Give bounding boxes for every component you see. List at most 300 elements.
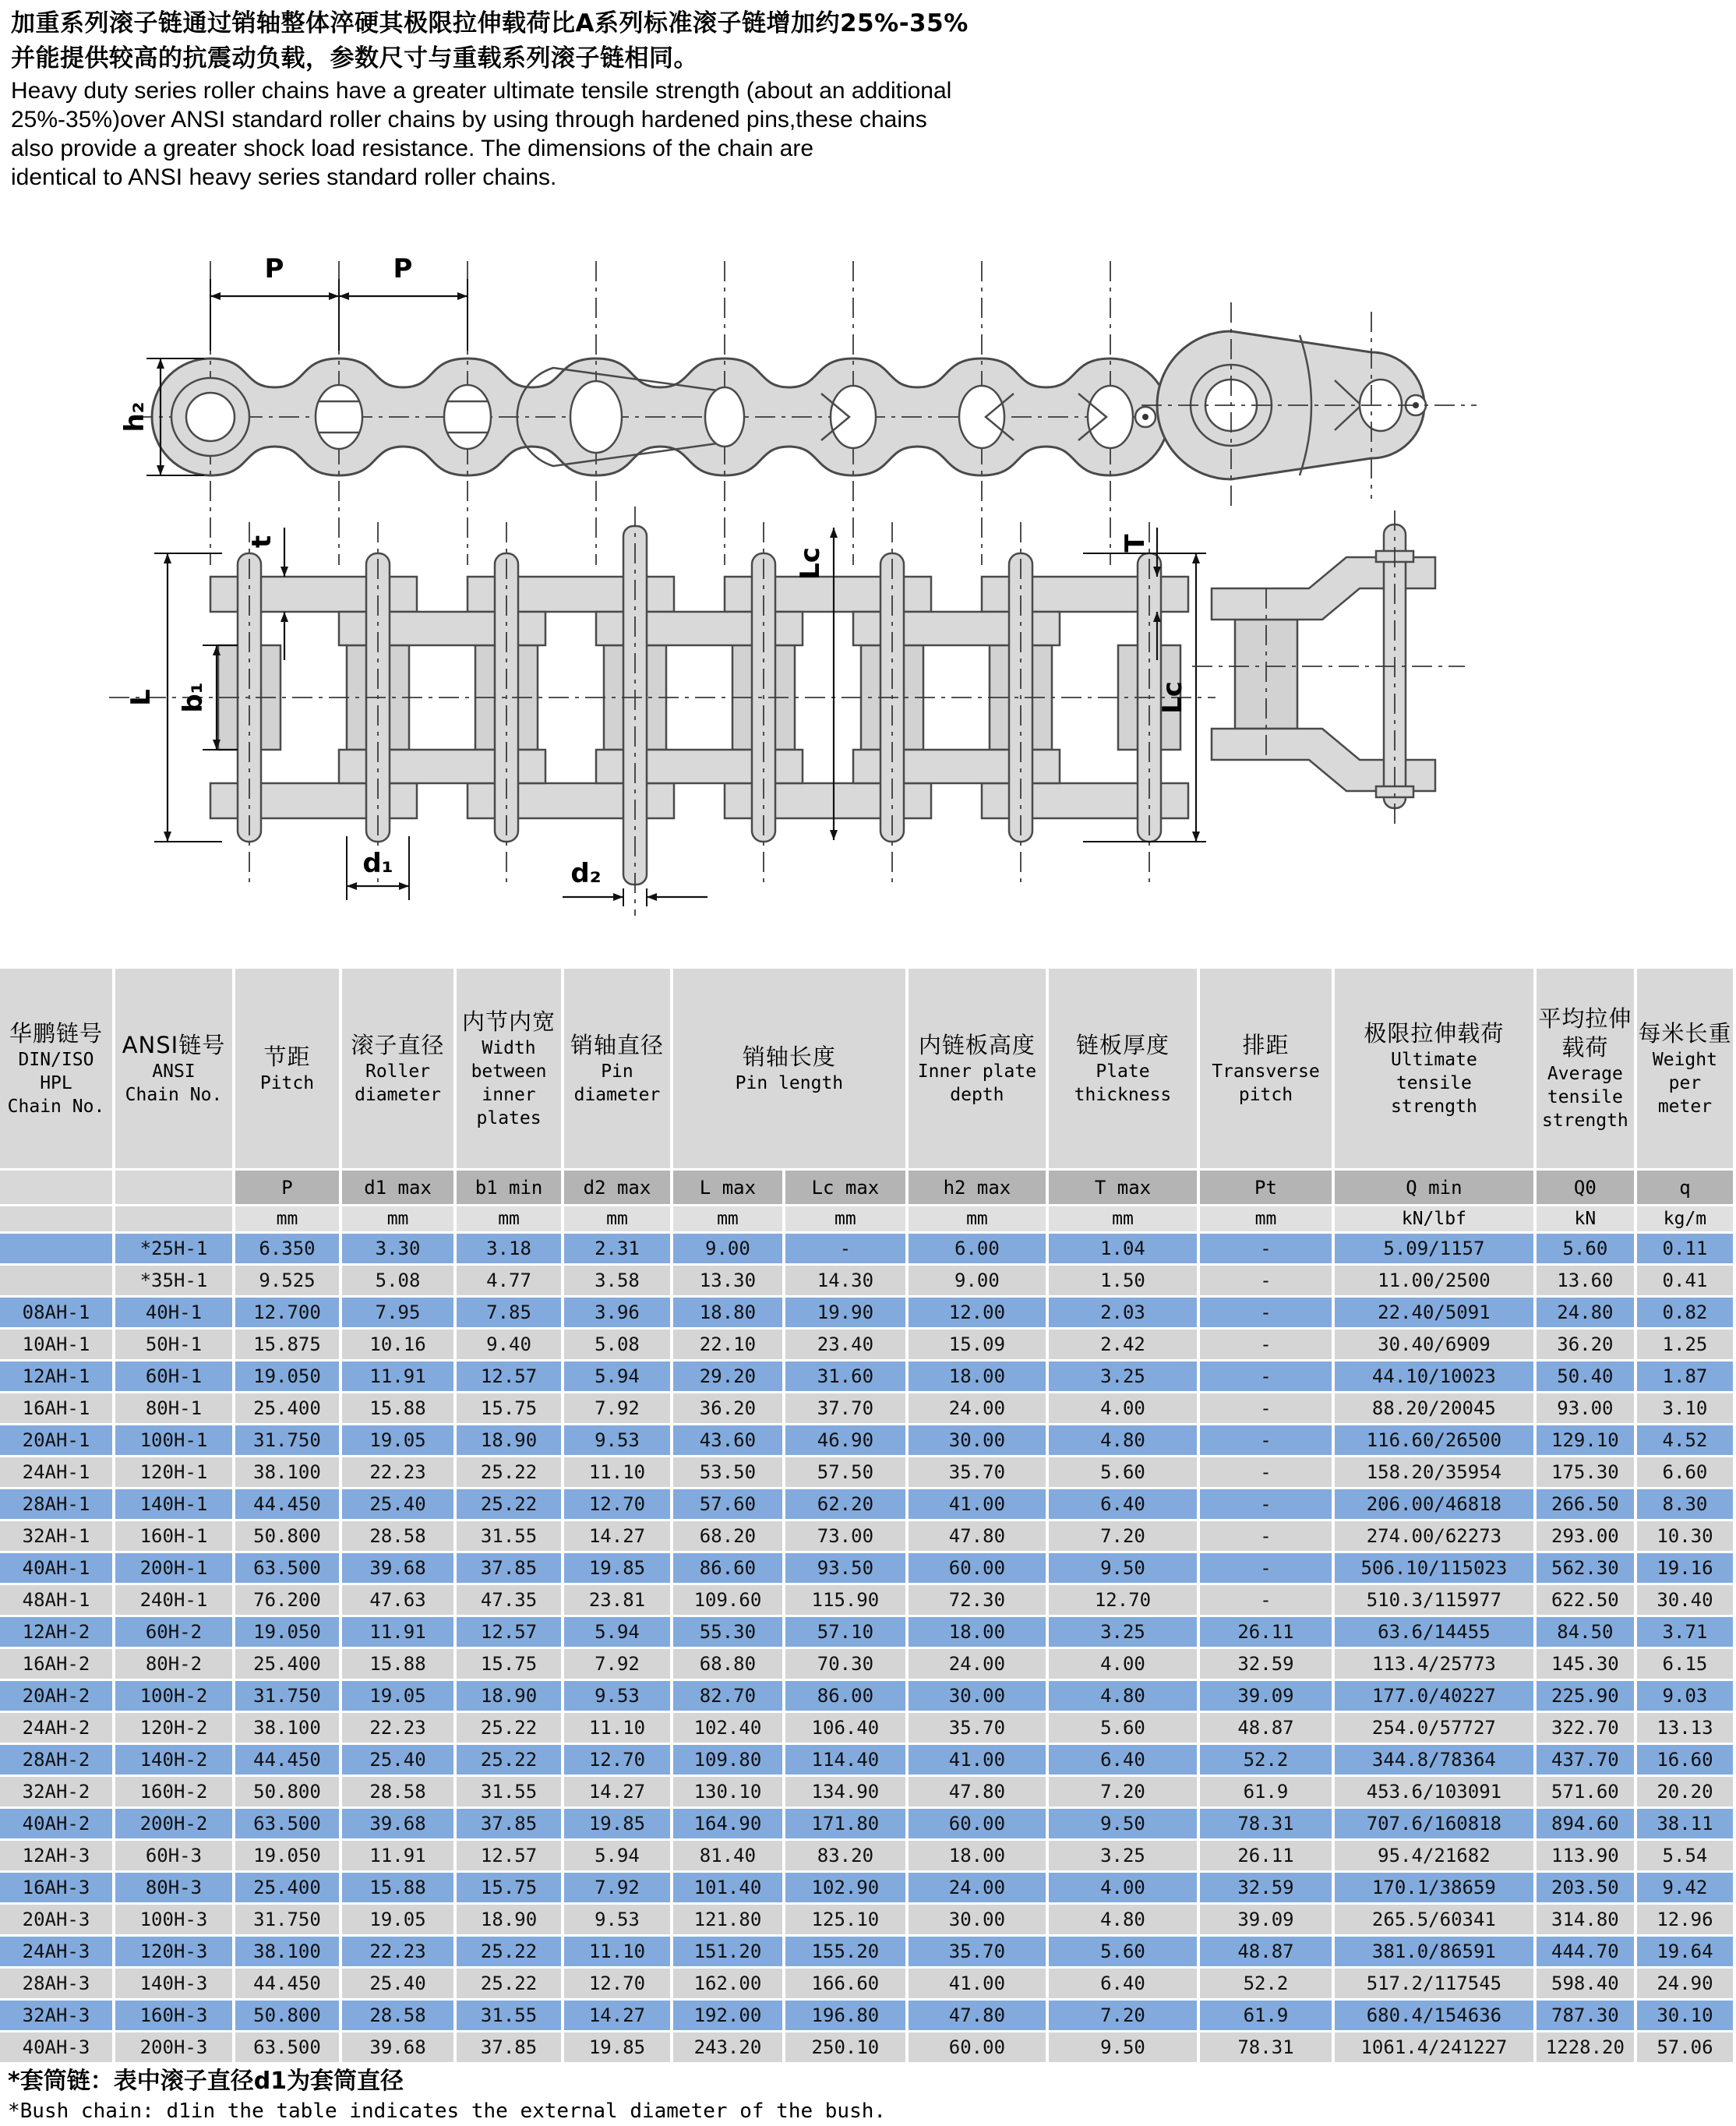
table-cell: 11.91 <box>342 1617 457 1649</box>
table-cell: 2.42 <box>1049 1330 1200 1361</box>
table-cell: 70.30 <box>785 1649 909 1681</box>
table-cell: 57.60 <box>673 1489 785 1521</box>
table-cell: 15.75 <box>457 1393 564 1425</box>
table-cell: 6.40 <box>1049 1745 1200 1777</box>
table-cell: 14.27 <box>564 1777 673 1809</box>
table-cell: 20AH-3 <box>0 1905 115 1937</box>
table-cell: 3.10 <box>1637 1393 1736 1425</box>
table-cell: - <box>1200 1361 1335 1393</box>
header-line: Transverse <box>1212 1061 1320 1082</box>
unit-cell: kg/m <box>1637 1206 1736 1234</box>
table-cell: 6.60 <box>1637 1457 1736 1489</box>
table-cell: 63.500 <box>235 2032 342 2064</box>
table-cell: - <box>1200 1298 1335 1330</box>
dim-label-lc-top: Lc <box>795 547 826 580</box>
table-cell: 3.18 <box>457 1234 564 1266</box>
table-cell: 57.50 <box>785 1457 909 1489</box>
table-cell: *25H-1 <box>115 1234 235 1266</box>
table-cell: - <box>1200 1489 1335 1521</box>
column-header <box>342 969 457 1171</box>
table-cell: 31.750 <box>235 1681 342 1713</box>
table-cell <box>0 1266 115 1298</box>
header-line: Width <box>482 1037 536 1058</box>
table-cell: 88.20/20045 <box>1335 1393 1537 1425</box>
table-cell: 19.16 <box>1637 1553 1736 1585</box>
table-cell: 314.80 <box>1537 1905 1637 1937</box>
table-cell: 120H-1 <box>115 1457 235 1489</box>
table-cell: 50.800 <box>235 1777 342 1809</box>
table-cell: 50.800 <box>235 1521 342 1553</box>
table-cell: 24AH-1 <box>0 1457 115 1489</box>
table-row <box>0 1681 1736 1713</box>
table-cell: 24AH-2 <box>0 1713 115 1745</box>
table-cell: 93.50 <box>785 1553 909 1585</box>
table-cell: 60.00 <box>909 1553 1049 1585</box>
table-cell: 60H-1 <box>115 1361 235 1393</box>
table-cell: 19.85 <box>564 1809 673 1841</box>
table-cell: 81.40 <box>673 1841 785 1873</box>
table-cell: 680.4/154636 <box>1335 2001 1537 2032</box>
header-line: 内链板高度 <box>918 1031 1036 1058</box>
table-cell: 25.22 <box>457 1745 564 1777</box>
table-cell: 23.40 <box>785 1330 909 1361</box>
header-line: inner <box>482 1084 536 1105</box>
table-cell: 12.00 <box>909 1298 1049 1330</box>
table-cell: 10.16 <box>342 1330 457 1361</box>
header-line: tensile <box>1547 1087 1623 1107</box>
table-cell: 5.54 <box>1637 1841 1736 1873</box>
column-header <box>909 969 1049 1171</box>
header-line: 链板厚度 <box>1075 1031 1170 1058</box>
technical-drawings <box>0 152 1736 969</box>
table-cell: 13.30 <box>673 1266 785 1298</box>
dim-label-b1: b₁ <box>178 682 209 713</box>
table-cell: 200H-2 <box>115 1809 235 1841</box>
dim-label-d1: d₁ <box>362 848 393 879</box>
table-cell: 9.53 <box>564 1681 673 1713</box>
table-cell: 9.53 <box>564 1425 673 1457</box>
table-cell: 5.60 <box>1537 1234 1637 1266</box>
table-cell: 28.58 <box>342 2001 457 2032</box>
table-cell: 28AH-2 <box>0 1745 115 1777</box>
table-cell: 15.75 <box>457 1649 564 1681</box>
table-cell: 7.92 <box>564 1873 673 1905</box>
table-cell: 50H-1 <box>115 1330 235 1361</box>
table-cell: 25.22 <box>457 1937 564 1969</box>
table-cell: 24.00 <box>909 1393 1049 1425</box>
table-cell: 225.90 <box>1537 1681 1637 1713</box>
table-cell: 20.20 <box>1637 1777 1736 1809</box>
table-cell: 83.20 <box>785 1841 909 1873</box>
chain-spec-table <box>0 969 1736 2064</box>
table-cell: 200H-1 <box>115 1553 235 1585</box>
table-cell: 26.11 <box>1200 1617 1335 1649</box>
table-row <box>0 1298 1736 1330</box>
table-cell: 4.80 <box>1049 1425 1200 1457</box>
table-cell <box>0 1234 115 1266</box>
table-cell: 19.90 <box>785 1298 909 1330</box>
table-row <box>0 2032 1736 2064</box>
table-cell: 93.00 <box>1537 1393 1637 1425</box>
table-row <box>0 1361 1736 1393</box>
table-cell: 82.70 <box>673 1681 785 1713</box>
table-cell: 125.10 <box>785 1905 909 1937</box>
table-row <box>0 1937 1736 1969</box>
table-cell: 12.57 <box>457 1841 564 1873</box>
table-row <box>0 1713 1736 1745</box>
table-cell: 12.57 <box>457 1361 564 1393</box>
table-cell: 22.10 <box>673 1330 785 1361</box>
table-row <box>0 2001 1736 2032</box>
table-cell: 206.00/46818 <box>1335 1489 1537 1521</box>
intro-zh-line1: 加重系列滚子链通过销轴整体淬硬其极限拉伸载荷比A系列标准滚子链增加约25%-35% <box>11 9 969 37</box>
table-cell: 2.03 <box>1049 1298 1200 1330</box>
table-cell: 381.0/86591 <box>1335 1937 1537 1969</box>
table-cell: 31.60 <box>785 1361 909 1393</box>
table-cell: 16AH-2 <box>0 1649 115 1681</box>
table-cell: 86.60 <box>673 1553 785 1585</box>
table-cell: 32AH-2 <box>0 1777 115 1809</box>
table-cell: 48.87 <box>1200 1713 1335 1745</box>
table-cell: 38.100 <box>235 1937 342 1969</box>
table-cell: 43.60 <box>673 1425 785 1457</box>
table-cell: 5.08 <box>342 1266 457 1298</box>
table-cell: 130.10 <box>673 1777 785 1809</box>
table-cell: 5.09/1157 <box>1335 1234 1537 1266</box>
table-cell: 25.22 <box>457 1489 564 1521</box>
table-cell: 8.30 <box>1637 1489 1736 1521</box>
table-header-row <box>0 969 1736 1171</box>
intro-zh-line2: 并能提供较高的抗震动负载，参数尺寸与重载系列滚子链相同。 <box>11 44 698 72</box>
table-cell: 0.11 <box>1637 1234 1736 1266</box>
table-cell: 25.22 <box>457 1713 564 1745</box>
table-cell: 28.58 <box>342 1777 457 1809</box>
table-cell: 24.00 <box>909 1649 1049 1681</box>
chain-plan-view-diagram <box>109 495 1216 931</box>
table-cell: 102.90 <box>785 1873 909 1905</box>
table-cell: 30.00 <box>909 1905 1049 1937</box>
table-cell: 5.08 <box>564 1330 673 1361</box>
table-cell: 113.90 <box>1537 1841 1637 1873</box>
table-cell: 32.59 <box>1200 1873 1335 1905</box>
table-cell: 4.52 <box>1637 1425 1736 1457</box>
table-cell: 100H-1 <box>115 1425 235 1457</box>
table-cell: 134.90 <box>785 1777 909 1809</box>
column-header <box>1537 969 1637 1171</box>
table-cell: 562.30 <box>1537 1553 1637 1585</box>
table-row <box>0 1330 1736 1361</box>
table-cell: 25.40 <box>342 1745 457 1777</box>
table-cell: 12.70 <box>564 1489 673 1521</box>
header-line: 滚子直径 <box>351 1031 445 1058</box>
table-cell: 293.00 <box>1537 1521 1637 1553</box>
table-cell: 31.55 <box>457 2001 564 2032</box>
symbol-cell <box>115 1171 235 1206</box>
table-cell: 5.60 <box>1049 1457 1200 1489</box>
table-cell: 84.50 <box>1537 1617 1637 1649</box>
table-cell: 175.30 <box>1537 1457 1637 1489</box>
dim-label-T: T <box>1120 534 1151 553</box>
table-cell: 22.23 <box>342 1713 457 1745</box>
table-cell: 18.90 <box>457 1905 564 1937</box>
table-cell: 192.00 <box>673 2001 785 2032</box>
table-cell: 510.3/115977 <box>1335 1585 1537 1617</box>
table-cell: 437.70 <box>1537 1745 1637 1777</box>
table-cell: 63.500 <box>235 1553 342 1585</box>
symbol-cell: q <box>1637 1171 1736 1206</box>
table-cell: 39.68 <box>342 1809 457 1841</box>
table-cell: 113.4/25773 <box>1335 1649 1537 1681</box>
table-cell: 50.800 <box>235 2001 342 2032</box>
table-cell: 16AH-3 <box>0 1873 115 1905</box>
table-cell: 13.60 <box>1537 1266 1637 1298</box>
header-line: depth <box>950 1084 1004 1105</box>
symbol-cell: Q0 <box>1537 1171 1637 1206</box>
table-cell: 18.00 <box>909 1841 1049 1873</box>
table-cell: 44.450 <box>235 1489 342 1521</box>
table-cell: 47.63 <box>342 1585 457 1617</box>
table-cell: 10.30 <box>1637 1521 1736 1553</box>
table-row <box>0 1585 1736 1617</box>
table-cell: 19.85 <box>564 2032 673 2064</box>
table-cell: 787.30 <box>1537 2001 1637 2032</box>
table-cell: 30.40 <box>1637 1585 1736 1617</box>
footnote-zh: *套筒链：表中滚子直径d1为套筒直径 <box>8 2068 404 2095</box>
footnote-en: *Bush chain: d1in the table indicates the external diameter of the bush. <box>8 2100 887 2123</box>
table-cell: 14.27 <box>564 2001 673 2032</box>
table-cell: 37.85 <box>457 1809 564 1841</box>
table-cell: 140H-1 <box>115 1489 235 1521</box>
symbol-cell: h2 max <box>909 1171 1049 1206</box>
table-cell: 9.525 <box>235 1266 342 1298</box>
table-row <box>0 1393 1736 1425</box>
table-cell: 39.68 <box>342 1553 457 1585</box>
table-cell: 151.20 <box>673 1937 785 1969</box>
column-header <box>1200 969 1335 1171</box>
table-cell: 1.87 <box>1637 1361 1736 1393</box>
table-cell: 08AH-1 <box>0 1298 115 1330</box>
table-cell: 25.400 <box>235 1649 342 1681</box>
header-line: 每米长重 <box>1638 1019 1732 1047</box>
table-cell: 28AH-1 <box>0 1489 115 1521</box>
table-cell: 11.00/2500 <box>1335 1266 1537 1298</box>
header-line: Chain No. <box>7 1096 105 1117</box>
table-cell: 9.00 <box>673 1234 785 1266</box>
table-cell: 265.5/60341 <box>1335 1905 1537 1937</box>
table-cell: 15.875 <box>235 1330 342 1361</box>
table-cell: 44.10/10023 <box>1335 1361 1537 1393</box>
header-line: Pitch <box>259 1072 315 1093</box>
table-cell: 35.70 <box>909 1937 1049 1969</box>
table-cell: 2.31 <box>564 1234 673 1266</box>
table-cell: 52.2 <box>1200 1745 1335 1777</box>
table-cell: *35H-1 <box>115 1266 235 1298</box>
table-cell: 166.60 <box>785 1969 909 2001</box>
table-cell: 25.40 <box>342 1489 457 1521</box>
intro-en-line3: also provide a greater shock load resistance. The dimensions of the chain are <box>11 136 814 161</box>
table-cell: 32AH-3 <box>0 2001 115 2032</box>
table-cell: 61.9 <box>1200 1777 1335 1809</box>
table-cell: 37.70 <box>785 1393 909 1425</box>
table-cell: 47.80 <box>909 2001 1049 2032</box>
table-cell: 52.2 <box>1200 1969 1335 2001</box>
symbol-cell: Lc max <box>785 1171 909 1206</box>
table-cell: 3.58 <box>564 1266 673 1298</box>
table-cell: 11.10 <box>564 1713 673 1745</box>
table-cell: 68.80 <box>673 1649 785 1681</box>
table-cell: 24.00 <box>909 1873 1049 1905</box>
table-cell: 30.10 <box>1637 2001 1736 2032</box>
table-cell: 16AH-1 <box>0 1393 115 1425</box>
table-row <box>0 1649 1736 1681</box>
table-cell: 344.8/78364 <box>1335 1745 1537 1777</box>
table-row <box>0 1489 1736 1521</box>
symbol-cell: d1 max <box>342 1171 457 1206</box>
column-header <box>115 969 235 1171</box>
table-cell: 1228.20 <box>1537 2032 1637 2064</box>
header-line: strength <box>1541 1111 1628 1131</box>
table-cell: 6.00 <box>909 1234 1049 1266</box>
table-row <box>0 1553 1736 1585</box>
table-cell: 24.90 <box>1637 1969 1736 2001</box>
column-header <box>235 969 342 1171</box>
table-cell: 106.40 <box>785 1713 909 1745</box>
unit-cell: kN/lbf <box>1335 1206 1537 1234</box>
table-cell: 44.450 <box>235 1969 342 2001</box>
table-cell: 12AH-1 <box>0 1361 115 1393</box>
table-cell: 14.30 <box>785 1266 909 1298</box>
table-cell: - <box>1200 1457 1335 1489</box>
table-cell: 15.88 <box>342 1393 457 1425</box>
table-cell: 16.60 <box>1637 1745 1736 1777</box>
table-row <box>0 1266 1736 1298</box>
table-cell: 7.92 <box>564 1393 673 1425</box>
header-line: ANSI <box>152 1061 196 1082</box>
header-line: Chain No. <box>125 1084 223 1105</box>
table-cell: 155.20 <box>785 1937 909 1969</box>
header-line: diameter <box>573 1084 661 1105</box>
column-header <box>457 969 564 1171</box>
table-cell: 18.90 <box>457 1681 564 1713</box>
table-cell: 19.050 <box>235 1617 342 1649</box>
table-cell: 48AH-1 <box>0 1585 115 1617</box>
table-cell: 19.05 <box>342 1681 457 1713</box>
table-cell: 7.20 <box>1049 2001 1200 2032</box>
table-row <box>0 1905 1736 1937</box>
table-cell: 7.85 <box>457 1298 564 1330</box>
table-cell: - <box>1200 1521 1335 1553</box>
table-cell: 31.55 <box>457 1521 564 1553</box>
table-cell: 243.20 <box>673 2032 785 2064</box>
table-cell: 6.15 <box>1637 1649 1736 1681</box>
table-cell: 39.68 <box>342 2032 457 2064</box>
table-cell: 95.4/21682 <box>1335 1841 1537 1873</box>
intro-en-line4: identical to ANSI heavy series standard roller chains. <box>11 164 557 190</box>
table-cell: 19.05 <box>342 1905 457 1937</box>
table-cell: 78.31 <box>1200 1809 1335 1841</box>
table-cell: 7.95 <box>342 1298 457 1330</box>
table-cell: 40AH-3 <box>0 2032 115 2064</box>
table-cell: 129.10 <box>1537 1425 1637 1457</box>
table-cell: 6.40 <box>1049 1489 1200 1521</box>
header-line: Roller <box>365 1061 431 1082</box>
table-cell: 62.20 <box>785 1489 909 1521</box>
dim-label-h2: h₂ <box>119 401 150 433</box>
table-cell: - <box>1200 1585 1335 1617</box>
table-cell: 72.30 <box>909 1585 1049 1617</box>
column-header <box>1335 969 1537 1171</box>
table-cell: 86.00 <box>785 1681 909 1713</box>
symbol-cell: T max <box>1049 1171 1200 1206</box>
unit-cell <box>0 1206 115 1234</box>
table-cell: 47.80 <box>909 1777 1049 1809</box>
table-cell: 48.87 <box>1200 1937 1335 1969</box>
table-cell: 116.60/26500 <box>1335 1425 1537 1457</box>
table-cell: 63.500 <box>235 1809 342 1841</box>
table-units-row <box>0 1206 1736 1234</box>
table-cell: 13.13 <box>1637 1713 1736 1745</box>
unit-cell: mm <box>785 1206 909 1234</box>
table-cell: 3.25 <box>1049 1361 1200 1393</box>
table-cell: - <box>785 1234 909 1266</box>
pins <box>238 526 1161 885</box>
table-cell: 7.20 <box>1049 1521 1200 1553</box>
table-cell: 5.94 <box>564 1617 673 1649</box>
table-cell: 15.88 <box>342 1649 457 1681</box>
table-cell: 120H-3 <box>115 1937 235 1969</box>
table-cell: 22.23 <box>342 1457 457 1489</box>
table-row <box>0 1809 1736 1841</box>
table-cell: 23.81 <box>564 1585 673 1617</box>
table-cell: 5.94 <box>564 1361 673 1393</box>
unit-cell <box>115 1206 235 1234</box>
table-cell: 11.91 <box>342 1361 457 1393</box>
header-line: diameter <box>355 1084 441 1105</box>
table-cell: 78.31 <box>1200 2032 1335 2064</box>
unit-cell: mm <box>1200 1206 1335 1234</box>
symbol-cell: L max <box>673 1171 785 1206</box>
table-row <box>0 1777 1736 1809</box>
unit-cell: mm <box>235 1206 342 1234</box>
table-cell: 32AH-1 <box>0 1521 115 1553</box>
single-link-diagram <box>1138 288 1480 522</box>
table-cell: 0.82 <box>1637 1298 1736 1330</box>
table-cell: 19.64 <box>1637 1937 1736 1969</box>
table-cell: 162.00 <box>673 1969 785 2001</box>
symbol-cell <box>0 1171 115 1206</box>
table-cell: 274.00/62273 <box>1335 1521 1537 1553</box>
table-cell: 12.70 <box>564 1745 673 1777</box>
table-cell: 598.40 <box>1537 1969 1637 2001</box>
header-line: thickness <box>1074 1084 1172 1105</box>
table-cell: 31.750 <box>235 1905 342 1937</box>
table-cell: 37.85 <box>457 1553 564 1585</box>
dim-label-p-left: P <box>264 253 284 284</box>
table-cell: 47.35 <box>457 1585 564 1617</box>
table-cell: 25.400 <box>235 1873 342 1905</box>
table-cell: 25.22 <box>457 1969 564 2001</box>
table-body <box>0 969 1736 2064</box>
table-cell: 444.70 <box>1537 1937 1637 1969</box>
table-cell: 140H-2 <box>115 1745 235 1777</box>
table-cell: 9.50 <box>1049 1553 1200 1585</box>
table-cell: 11.10 <box>564 1937 673 1969</box>
table-cell: 9.40 <box>457 1330 564 1361</box>
symbol-cell: b1 min <box>457 1171 564 1206</box>
table-cell: 11.10 <box>564 1457 673 1489</box>
table-cell: - <box>1200 1425 1335 1457</box>
table-cell: 114.40 <box>785 1745 909 1777</box>
